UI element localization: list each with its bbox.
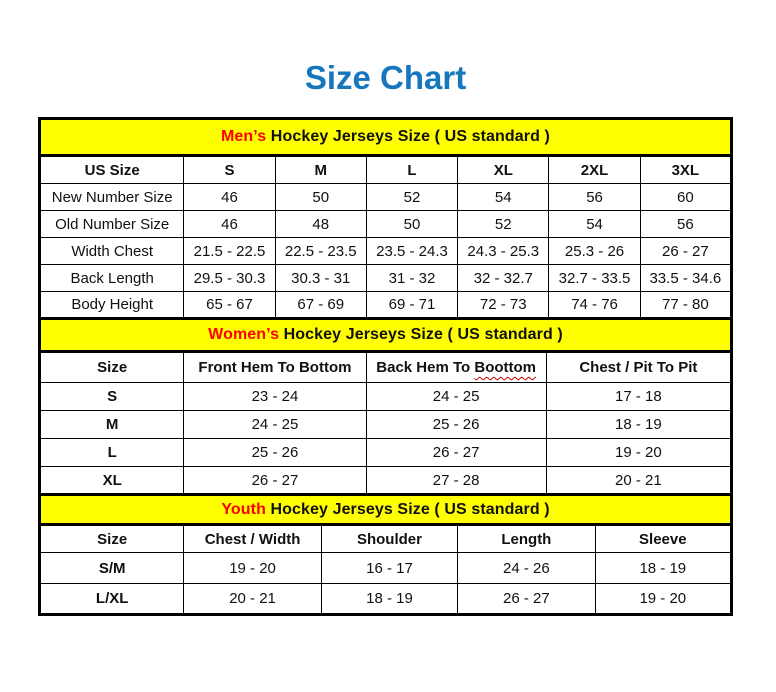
- table-row: [40, 584, 732, 615]
- data-cell: 18 - 19: [595, 553, 731, 584]
- data-cell: 56: [549, 184, 640, 211]
- data-cell: 67 - 69: [275, 292, 366, 319]
- section-title-text: Hockey Jerseys Size ( US standard ): [279, 326, 563, 343]
- row-label: Old Number Size: [40, 211, 184, 238]
- data-cell: 29.5 - 30.3: [184, 265, 275, 292]
- data-cell: 52: [366, 184, 457, 211]
- mens-size-table-container: [38, 117, 733, 320]
- table-row: [40, 439, 732, 467]
- row-label: M: [40, 411, 184, 439]
- table-row: [40, 467, 732, 495]
- row-label: Back Length: [40, 265, 184, 292]
- column-header: Shoulder: [321, 525, 457, 553]
- size-tables: [38, 117, 733, 616]
- section-title-accent: Youth: [221, 500, 266, 518]
- column-header: US Size: [40, 156, 184, 184]
- data-cell: 26 - 27: [366, 439, 546, 467]
- row-label: S: [40, 383, 184, 411]
- data-cell: 69 - 71: [366, 292, 457, 319]
- data-cell: 19 - 20: [595, 584, 731, 615]
- data-cell: 16 - 17: [321, 553, 457, 584]
- data-cell: 74 - 76: [549, 292, 640, 319]
- data-cell: 65 - 67: [184, 292, 275, 319]
- data-cell: 25.3 - 26: [549, 238, 640, 265]
- column-header: Chest / Width: [184, 525, 321, 553]
- misspelled-word: Boottom: [474, 359, 537, 376]
- row-label: L: [40, 439, 184, 467]
- data-cell: 27 - 28: [366, 467, 546, 495]
- mens-section-title: [40, 119, 732, 156]
- row-label: Body Height: [40, 292, 184, 319]
- column-header: 2XL: [549, 156, 640, 184]
- column-header: Size: [40, 352, 184, 383]
- column-header: Front Hem To Bottom: [184, 352, 366, 383]
- data-cell: 30.3 - 31: [275, 265, 366, 292]
- column-header: Chest / Pit To Pit: [546, 352, 731, 383]
- data-cell: 31 - 32: [366, 265, 457, 292]
- row-label: S/M: [40, 553, 184, 584]
- womens-section-title: [40, 319, 732, 352]
- table-row: [40, 411, 732, 439]
- column-header: S: [184, 156, 275, 184]
- column-header: [366, 352, 546, 383]
- youth-size-table-container: [38, 493, 733, 616]
- column-header: Size: [40, 525, 184, 553]
- data-cell: 20 - 21: [184, 584, 321, 615]
- row-label: XL: [40, 467, 184, 495]
- data-cell: 21.5 - 22.5: [184, 238, 275, 265]
- column-header: XL: [458, 156, 549, 184]
- data-cell: 32.7 - 33.5: [549, 265, 640, 292]
- womens-size-table: [38, 317, 733, 496]
- data-cell: 60: [640, 184, 731, 211]
- data-cell: 33.5 - 34.6: [640, 265, 731, 292]
- column-header-text: Back Hem To: [376, 359, 475, 376]
- womens-size-table-container: [38, 317, 733, 496]
- youth-size-table: [38, 493, 733, 616]
- data-cell: 52: [458, 211, 549, 238]
- table-row: [40, 265, 732, 292]
- data-cell: 50: [275, 184, 366, 211]
- data-cell: 18 - 19: [546, 411, 731, 439]
- row-label: L/XL: [40, 584, 184, 615]
- data-cell: 26 - 27: [458, 584, 595, 615]
- data-cell: 24 - 25: [184, 411, 366, 439]
- data-cell: 25 - 26: [184, 439, 366, 467]
- data-cell: 24.3 - 25.3: [458, 238, 549, 265]
- data-cell: 19 - 20: [546, 439, 731, 467]
- row-label: Width Chest: [40, 238, 184, 265]
- column-header: M: [275, 156, 366, 184]
- data-cell: 25 - 26: [366, 411, 546, 439]
- data-cell: 20 - 21: [546, 467, 731, 495]
- data-cell: 50: [366, 211, 457, 238]
- data-cell: 46: [184, 184, 275, 211]
- data-cell: 24 - 25: [366, 383, 546, 411]
- data-cell: 22.5 - 23.5: [275, 238, 366, 265]
- table-row: [40, 383, 732, 411]
- data-cell: 77 - 80: [640, 292, 731, 319]
- table-row: [40, 184, 732, 211]
- data-cell: 46: [184, 211, 275, 238]
- section-title-accent: Men’s: [221, 128, 267, 145]
- section-title-text: Hockey Jerseys Size ( US standard ): [265, 500, 550, 518]
- data-cell: 24 - 26: [458, 553, 595, 584]
- data-cell: 19 - 20: [184, 553, 321, 584]
- data-cell: 56: [640, 211, 731, 238]
- data-cell: 17 - 18: [546, 383, 731, 411]
- column-header: L: [366, 156, 457, 184]
- data-cell: 23 - 24: [184, 383, 366, 411]
- data-cell: 72 - 73: [458, 292, 549, 319]
- section-title-text: Hockey Jerseys Size ( US standard ): [266, 128, 550, 145]
- column-header: 3XL: [640, 156, 731, 184]
- data-cell: 54: [458, 184, 549, 211]
- table-row: [40, 211, 732, 238]
- page-title: Size Chart: [304, 59, 467, 96]
- mens-size-table: [38, 117, 733, 320]
- data-cell: 26 - 27: [184, 467, 366, 495]
- section-title-accent: Women’s: [208, 326, 280, 343]
- data-cell: 18 - 19: [321, 584, 457, 615]
- data-cell: 54: [549, 211, 640, 238]
- data-cell: 26 - 27: [640, 238, 731, 265]
- column-header: Sleeve: [595, 525, 731, 553]
- table-row: [40, 553, 732, 584]
- row-label: New Number Size: [40, 184, 184, 211]
- data-cell: 48: [275, 211, 366, 238]
- data-cell: 32 - 32.7: [458, 265, 549, 292]
- table-row: [40, 238, 732, 265]
- youth-section-title: [40, 495, 732, 525]
- table-row: [40, 292, 732, 319]
- data-cell: 23.5 - 24.3: [366, 238, 457, 265]
- column-header: Length: [458, 525, 595, 553]
